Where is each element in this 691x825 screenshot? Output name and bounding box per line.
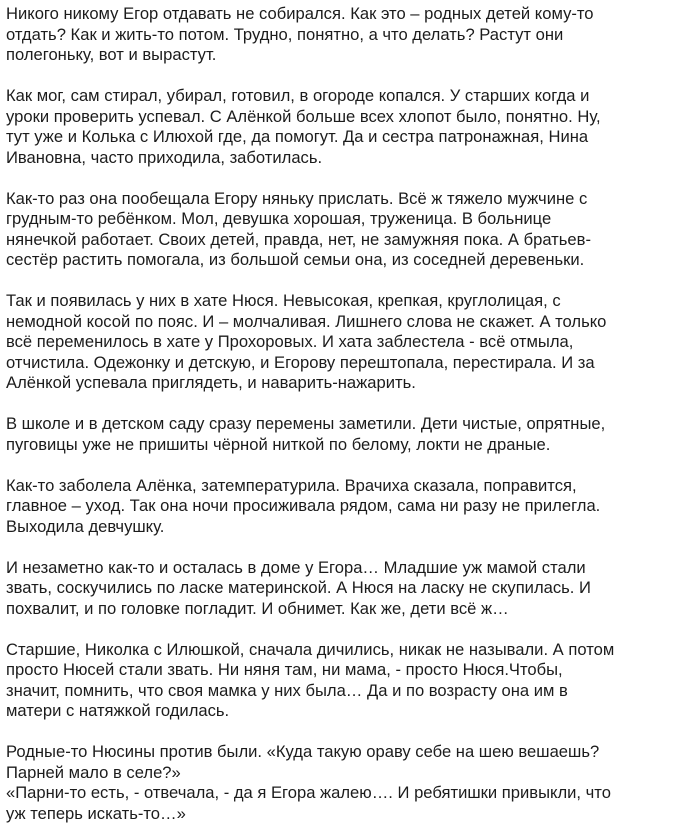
- paragraph: Как-то заболела Алёнка, затемпературила. Врачиха сказала, поправится, главное – уход. Так она ночи просиживала рядом, сама ни разу не прилегла. Выходила девчушку.: [6, 475, 601, 536]
- paragraph: Так и появилась у них в хате Нюся. Невысокая, крепкая, круглолицая, с немодной косой по пояс. И – молчаливая. Лишнего слова не скажет. А только всё переменилось в хате у Прохоровых. И хата заблестела - всё отмыла, отчистила. Одежонку и детскую, и Егорову перештопала, перестирала. И за Алёнкой успевала приглядеть, и наварить-нажарить.: [6, 291, 607, 392]
- paragraph: В школе и в детском саду сразу перемены заметили. Дети чистые, опрятные, пуговицы уже не пришиты чёрной ниткой по белому, локти не драные.: [6, 414, 606, 454]
- paragraph: Старшие, Николка с Илюшкой, сначала дичились, никак не называли. А потом просто Нюсей стали звать. Ни няня там, ни мама, - просто Нюся.Чтобы, значит, помнить, что своя мамка у них была… Да и по возрасту она им в матери с натяжкой годилась.: [6, 639, 615, 720]
- paragraph: Никого никому Егор отдавать не собирался. Как это – родных детей кому-то отдать? Как и жить-то потом. Трудно, понятно, а что делать? Растут они полегоньку, вот и вырастут.: [6, 4, 594, 64]
- paragraph: Как-то раз она пообещала Егору няньку прислать. Всё ж тяжело мужчине с грудным-то ребёнком. Мол, девушка хорошая, труженица. В больнице нянечкой работает. Своих детей, правда, нет, не замужняя пока. А братьев- сестёр растить помогала, из большой семьи она, из соседней деревеньки.: [6, 188, 591, 269]
- paragraph: «Парни-то есть, - отвечала, - да я Егора жалею…. И ребятишки привыкли, что уж теперь искать-то…»: [6, 783, 611, 823]
- paragraph: Как мог, сам стирал, убирал, готовил, в огороде копался. У старших когда и уроки проверить успевал. С Алёнкой больше всех хлопот было, понятно. Ну, тут уже и Колька с Илюхой где, да помогут. Да и сестра патронажная, Нина Ивановна, часто приходила, заботилась.: [6, 86, 601, 167]
- paragraph: И незаметно как-то и осталась в доме у Егора… Младшие уж мамой стали звать, соскучились по ласке материнской. А Нюся на ласку не скупилась. И похвалит, и по головке погладит. И обнимет. Как же, дети всё ж…: [6, 557, 591, 618]
- paragraph: Родные-то Нюсины против были. «Куда такую ораву себе на шею вешаешь? Парней мало в селе?»: [6, 742, 600, 782]
